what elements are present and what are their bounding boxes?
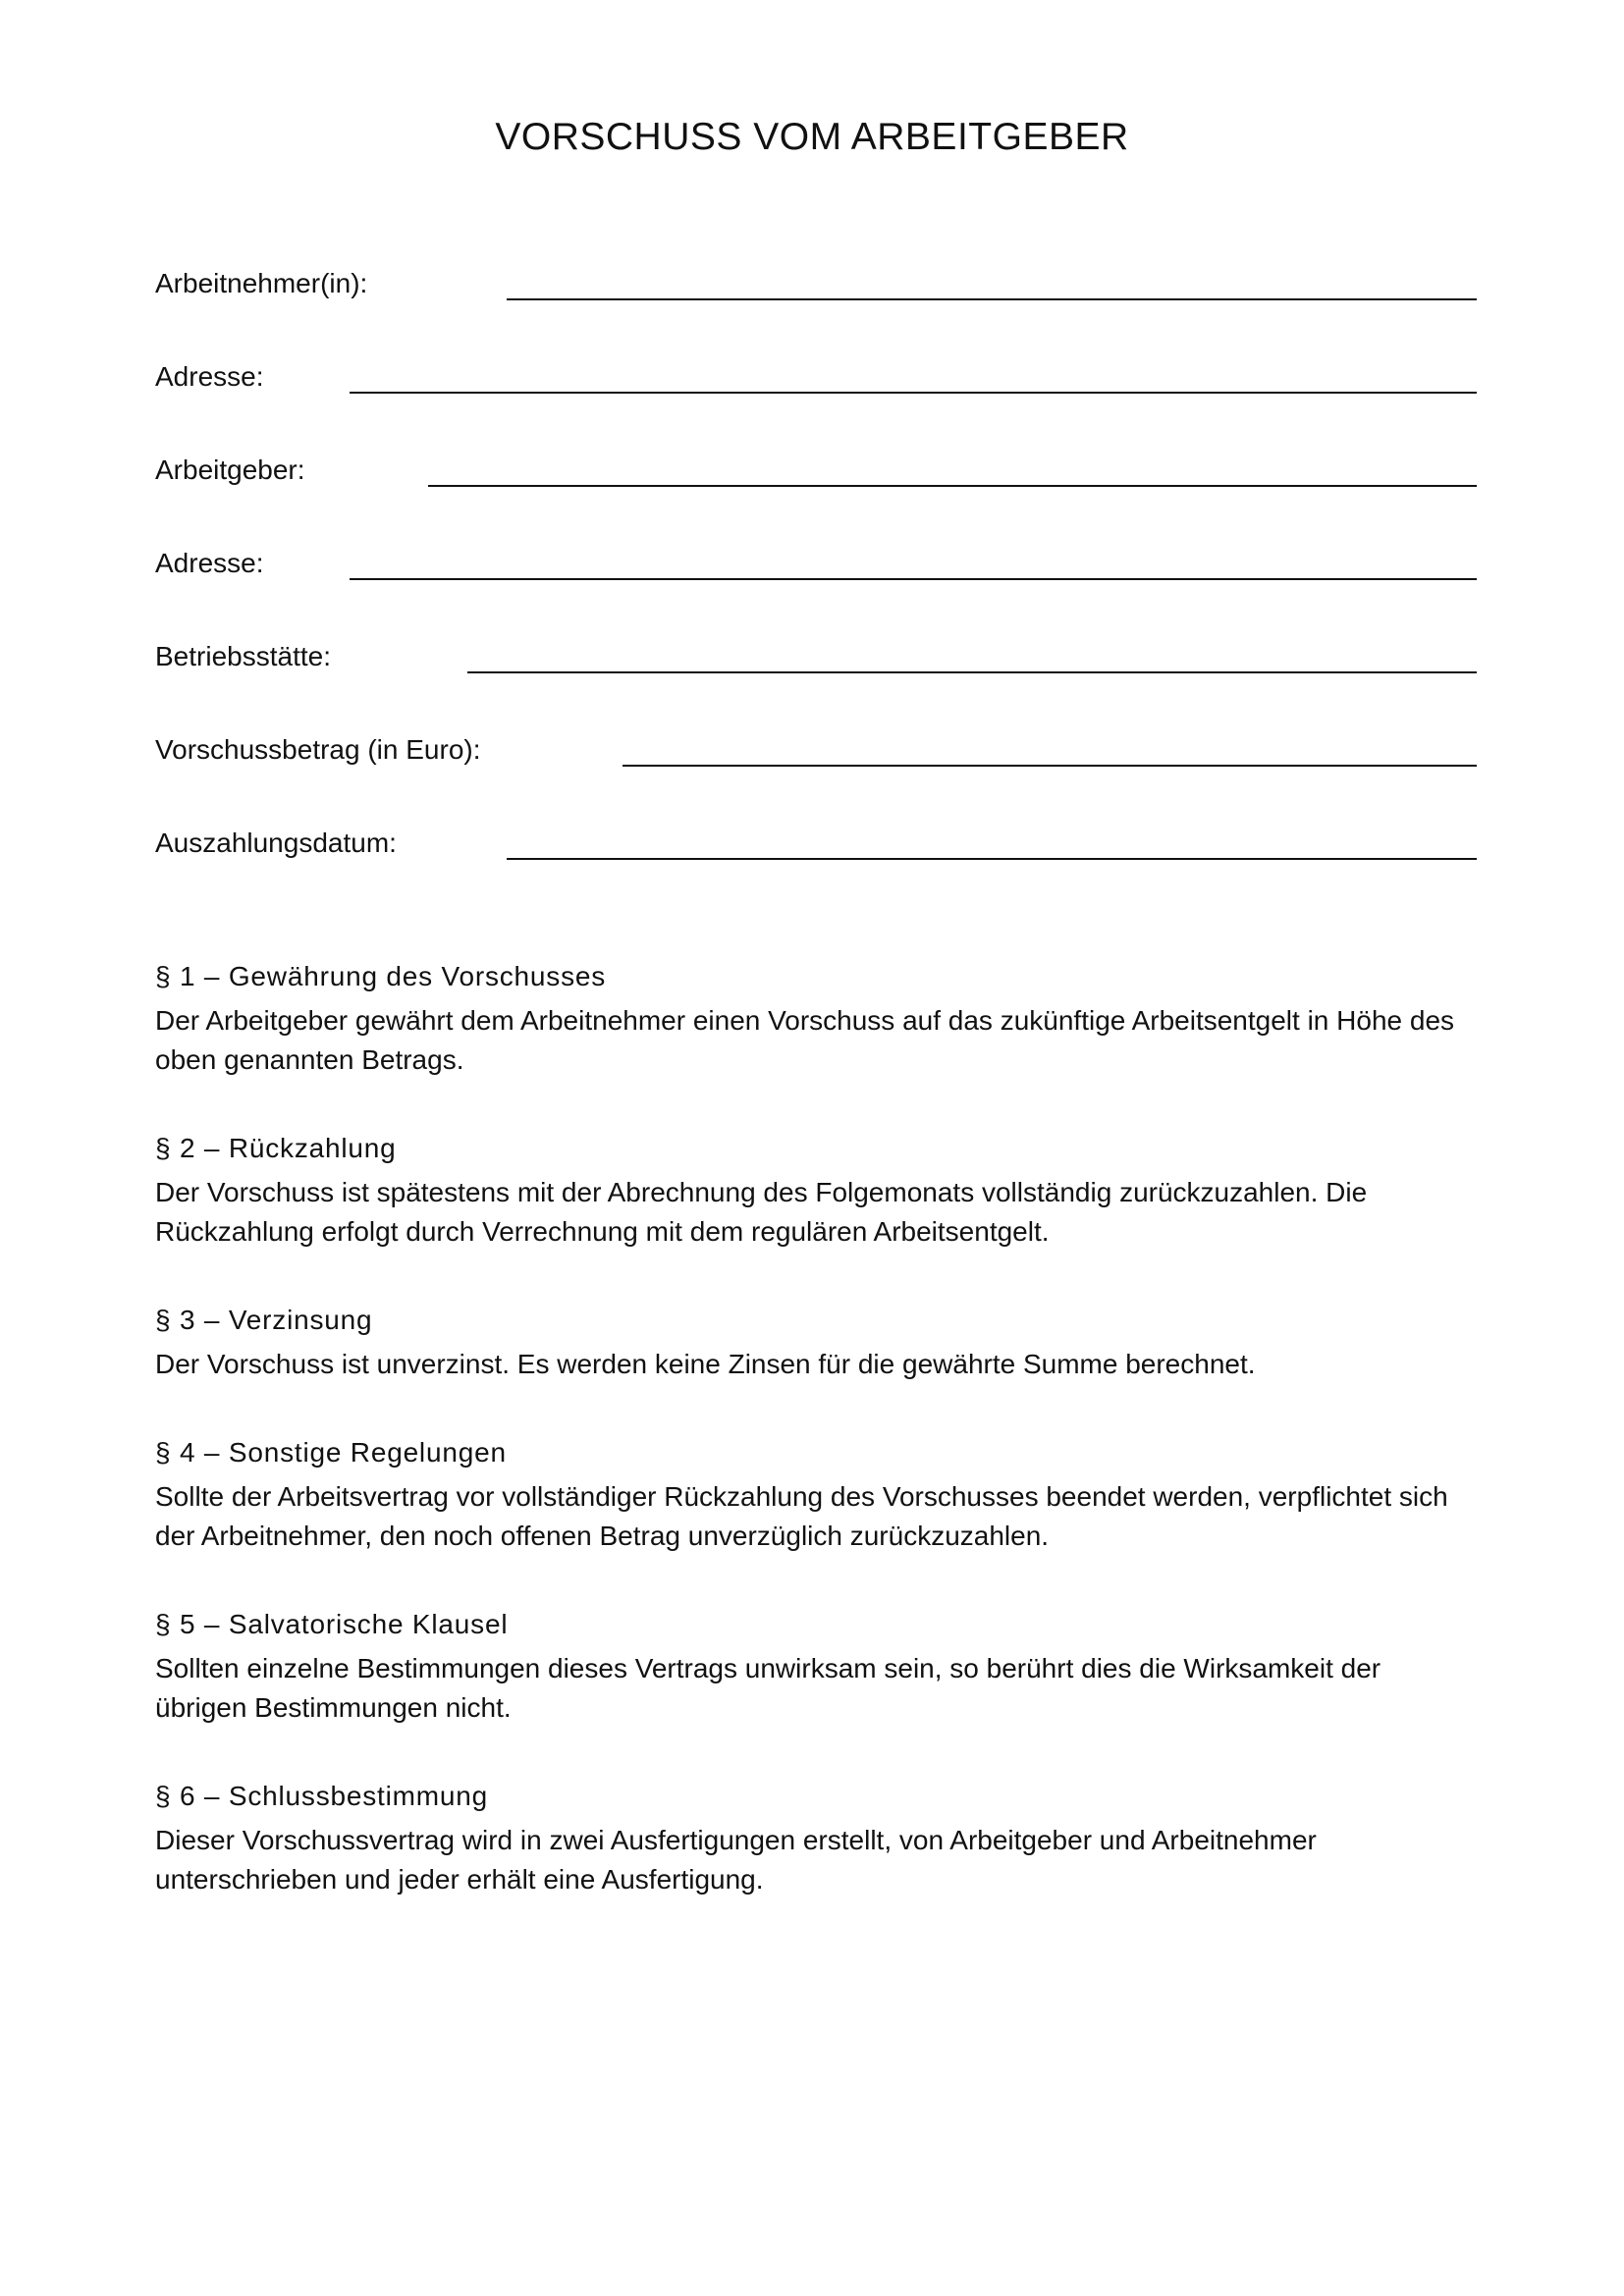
section-text: Sollten einzelne Bestimmungen dieses Vertrags unwirksam sein, so berührt dies die Wirksamkeit der übrigen Bestimmungen nicht. — [155, 1653, 1381, 1723]
employer-address-label: Adresse: — [155, 548, 264, 578]
section-6 — [155, 1780, 1477, 1899]
section-heading: § 1 – Gewährung des Vorschusses — [155, 961, 607, 991]
section-text: Der Vorschuss ist spätestens mit der Abrechnung des Folgemonats vollständig zurückzuzahlen. Die Rückzahlung erfolgt durch Verrechnung mit dem regulären Arbeitsentgelt. — [155, 1177, 1368, 1247]
employer-address-input-line[interactable] — [350, 578, 1477, 580]
document-title: VORSCHUSS VOM ARBEITGEBER — [495, 116, 1129, 158]
workplace-input-line[interactable] — [467, 671, 1477, 673]
section-heading: § 2 – Rückzahlung — [155, 1133, 397, 1163]
advance-amount-label: Vorschussbetrag (in Euro): — [155, 734, 481, 765]
payout-date-input-line[interactable] — [507, 858, 1477, 860]
workplace-label: Betriebsstätte: — [155, 641, 331, 671]
section-1 — [155, 960, 1477, 1080]
employee-address-label: Adresse: — [155, 361, 264, 392]
section-heading: § 3 – Verzinsung — [155, 1305, 373, 1335]
section-heading: § 4 – Sonstige Regelungen — [155, 1437, 507, 1468]
employee-input-line[interactable] — [507, 298, 1477, 300]
workplace-field — [155, 640, 1477, 689]
employee-field — [155, 267, 1477, 316]
employer-field — [155, 454, 1477, 503]
section-heading: § 6 – Schlussbestimmung — [155, 1781, 489, 1811]
section-text: Der Arbeitgeber gewährt dem Arbeitnehmer einen Vorschuss auf das zukünftige Arbeitsentgelt in Höhe des oben genannten Betrags. — [155, 1005, 1455, 1075]
section-text: Der Vorschuss ist unverzinst. Es werden keine Zinsen für die gewährte Summe berechnet. — [155, 1349, 1256, 1379]
payout-date-label: Auszahlungsdatum: — [155, 828, 397, 858]
advance-amount-input-line[interactable] — [623, 765, 1477, 767]
section-text: Sollte der Arbeitsvertrag vor vollständiger Rückzahlung des Vorschusses beendet werden, verpflichtet sich der Arbeitnehmer, den noch offenen Betrag unverzüglich zurückzuzahlen. — [155, 1481, 1448, 1551]
section-4 — [155, 1436, 1477, 1556]
employer-input-line[interactable] — [428, 485, 1477, 487]
employee-address-field — [155, 360, 1477, 409]
employee-label: Arbeitnehmer(in): — [155, 268, 368, 298]
section-5 — [155, 1608, 1477, 1728]
section-heading: § 5 – Salvatorische Klausel — [155, 1609, 509, 1639]
section-2 — [155, 1132, 1477, 1252]
section-3 — [155, 1304, 1477, 1384]
section-text: Dieser Vorschussvertrag wird in zwei Ausfertigungen erstellt, von Arbeitgeber und Arbeitnehmer unterschrieben und jeder erhält eine Ausfertigung. — [155, 1825, 1317, 1895]
employer-label: Arbeitgeber: — [155, 454, 305, 485]
payout-date-field — [155, 827, 1477, 876]
advance-amount-field — [155, 733, 1477, 782]
employer-address-field — [155, 547, 1477, 596]
employee-address-input-line[interactable] — [350, 392, 1477, 394]
